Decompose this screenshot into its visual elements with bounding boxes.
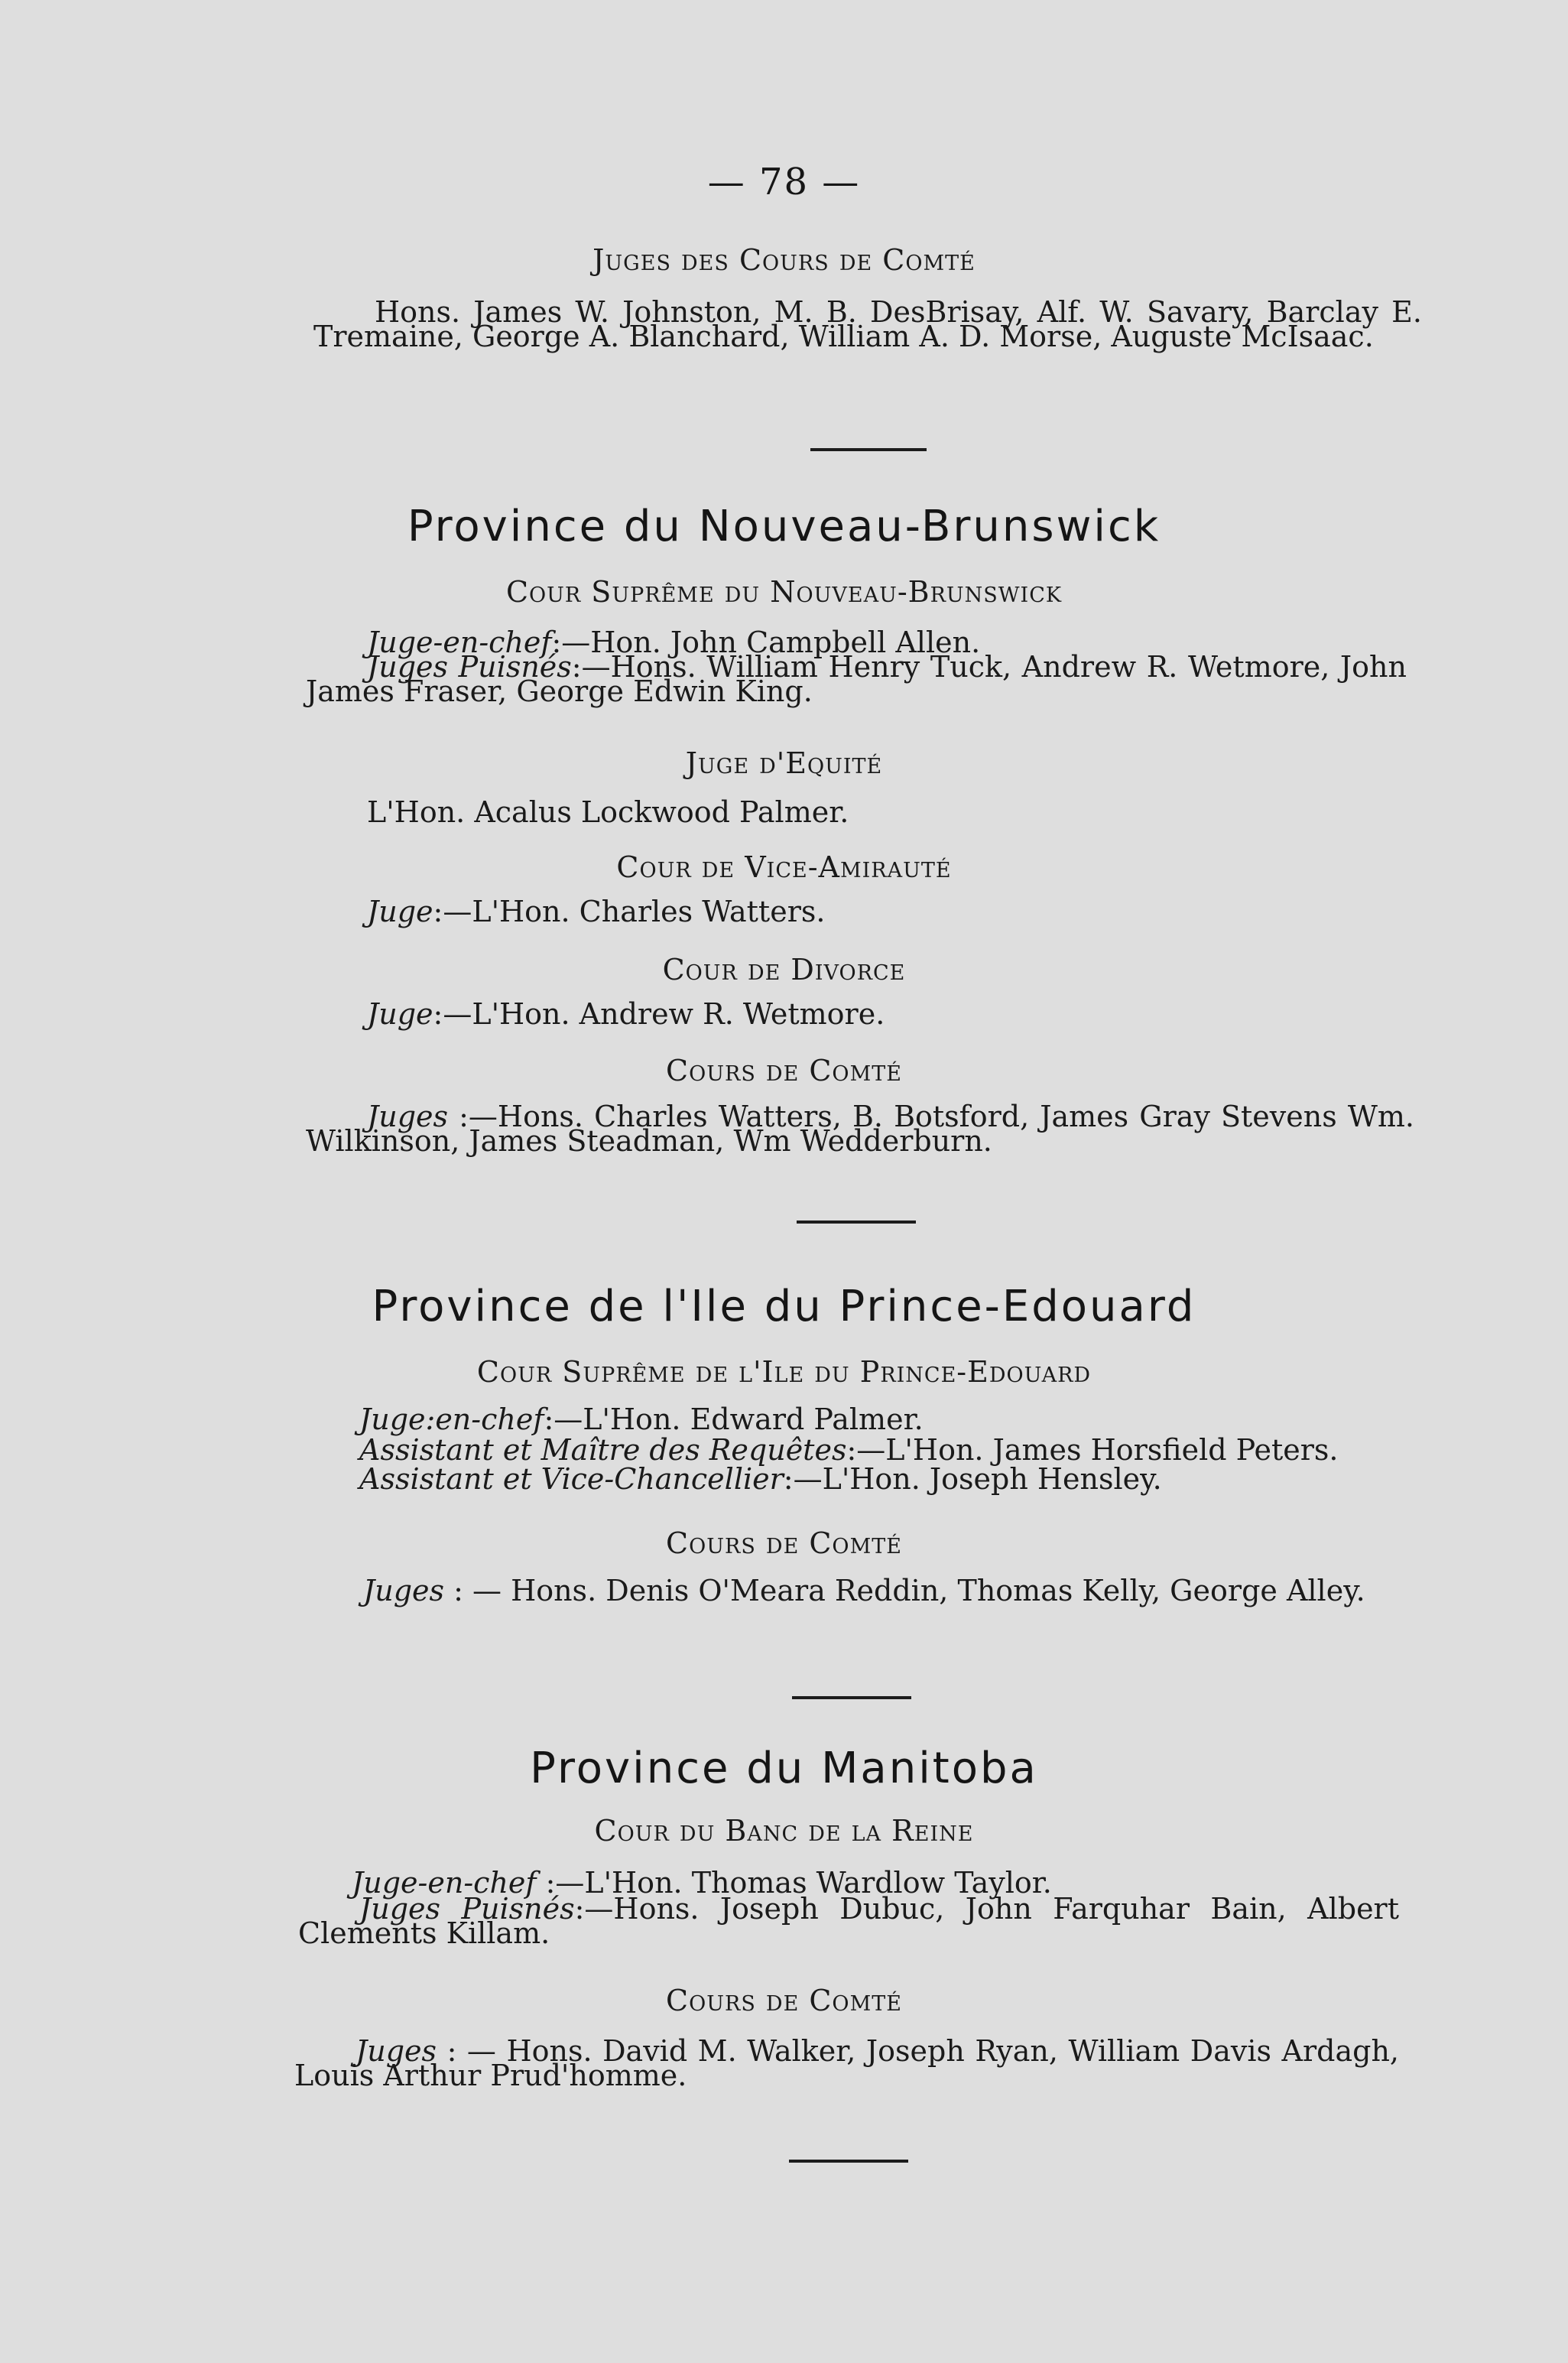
- nb-supreme-heading: Cour Suprême du Nouveau-Brunswick: [505, 575, 1063, 609]
- section-divider: [797, 1221, 916, 1224]
- mb-puisne-label: Juges Puisnés: [359, 1892, 575, 1926]
- nb-vice-admiralty-label: Juge: [367, 895, 433, 928]
- pei-chief-label: Juge:en-chef: [359, 1403, 544, 1436]
- mb-county-label: Juges: [355, 2034, 437, 2068]
- nb-vice-admiralty-judge: [367, 895, 826, 928]
- section-divider: [810, 448, 927, 451]
- pei-assistant-vc-text: :—L'Hon. Joseph Hensley.: [783, 1462, 1162, 1496]
- pei-assistant-master: [359, 1433, 1339, 1467]
- nb-divorce-judge: [367, 997, 885, 1031]
- nb-vice-admiralty-heading: Cour de Vice-Amirauté: [616, 850, 952, 884]
- nb-divorce-text: :—L'Hon. Andrew R. Wetmore.: [433, 997, 885, 1031]
- mb-queens-bench-heading: Cour du Banc de la Reine: [594, 1814, 974, 1848]
- section-divider: [792, 1696, 911, 1699]
- nb-chief-label: Juge-en-chef: [367, 626, 552, 659]
- pei-county-label: Juges: [363, 1574, 445, 1607]
- pei-chief-justice: [359, 1403, 924, 1436]
- mb-puisne-judges: [298, 1892, 1399, 1950]
- nb-chief-text: :—Hon. John Campbell Allen.: [551, 626, 981, 659]
- nb-divorce-label: Juge: [367, 997, 433, 1031]
- section-divider: [789, 2160, 908, 2163]
- nb-equity-text: L'Hon. Acalus Lockwood Palmer.: [367, 795, 849, 829]
- pei-assistant-vice-chancellor: [359, 1462, 1162, 1496]
- mb-county-text: : — Hons. David M. Walker, Joseph Ryan, William Davis Ardagh, Louis Arthur Prud'homme.: [294, 2034, 1399, 2092]
- new-brunswick-title: Province du Nouveau-Brunswick: [407, 502, 1161, 551]
- nb-equity-heading: Juge d'Equité: [685, 746, 883, 780]
- nb-county-heading: Cours de Comté: [666, 1054, 902, 1087]
- pei-title: Province de l'Ile du Prince-Edouard: [372, 1282, 1196, 1331]
- nb-puisne-judges: [306, 650, 1407, 708]
- pei-assistant-master-text: :—L'Hon. James Horsfield Peters.: [846, 1433, 1339, 1467]
- mb-county-heading: Cours de Comté: [666, 1984, 902, 2017]
- mb-puisne-text: :—Hons. Joseph Dubuc, John Farquhar Bain, Albert Clements Killam.: [298, 1892, 1399, 1950]
- ns-county-text: Hons. James W. Johnston, M. B. DesBrisay, Alf. W. Savary, Barclay E. Tremaine, George A. Blanchard, William A. D. Morse, Auguste McIsaac.: [313, 295, 1422, 353]
- page-number: — 78 —: [707, 161, 861, 203]
- ns-county-heading: Juges des Cours de Comté: [592, 243, 976, 277]
- pei-chief-text: :—L'Hon. Edward Palmer.: [544, 1403, 924, 1436]
- mb-chief-label: Juge-en-chef: [352, 1866, 537, 1900]
- pei-assistant-master-label: Assistant et Maître des Requêtes: [359, 1433, 847, 1467]
- nb-vice-admiralty-text: :—L'Hon. Charles Watters.: [433, 895, 826, 928]
- mb-county-judges: [294, 2034, 1399, 2092]
- manitoba-title: Province du Manitoba: [530, 1744, 1038, 1793]
- nb-puisne-label: Juges Puisnés: [367, 650, 572, 684]
- pei-county-judges: [302, 1574, 1403, 1607]
- nb-puisne-text: :—Hons. William Henry Tuck, Andrew R. Wetmore, John James Fraser, George Edwin King.: [306, 650, 1407, 708]
- pei-supreme-heading: Cour Suprême de l'Ile du Prince-Edouard: [476, 1355, 1092, 1389]
- pei-county-heading: Cours de Comté: [666, 1526, 902, 1560]
- nb-county-text: :—Hons. Charles Watters, B. Botsford, James Gray Stevens Wm. Wilkinson, James Steadman, Wm Wedderburn.: [306, 1100, 1414, 1158]
- nb-county-label: Juges: [367, 1100, 449, 1133]
- pei-assistant-vc-label: Assistant et Vice-Chancellier: [359, 1462, 784, 1496]
- nb-divorce-heading: Cour de Divorce: [662, 953, 906, 986]
- nb-county-judges: [306, 1100, 1414, 1158]
- mb-chief-text: :—L'Hon. Thomas Wardlow Taylor.: [536, 1866, 1052, 1900]
- pei-county-text: : — Hons. Denis O'Meara Reddin, Thomas Kelly, George Alley.: [444, 1574, 1365, 1607]
